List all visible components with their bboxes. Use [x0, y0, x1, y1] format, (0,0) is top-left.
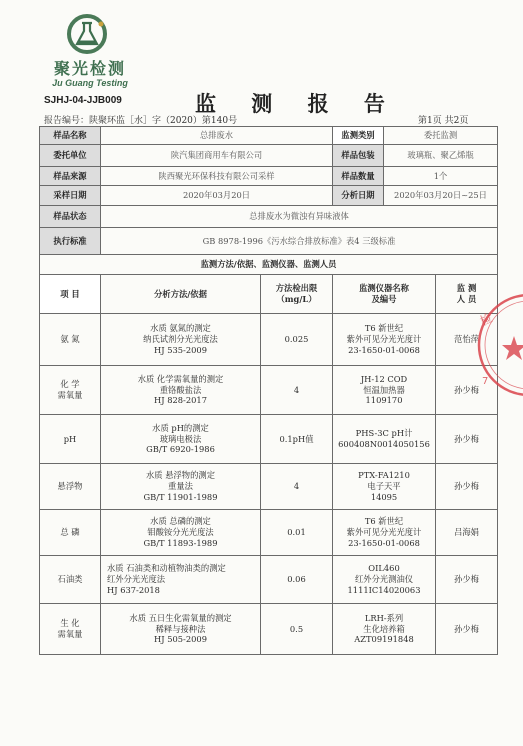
svg-text:7: 7	[482, 376, 489, 387]
header-instrument: 监测仪器名称 及编号	[333, 275, 436, 314]
report-table	[39, 126, 498, 655]
item-cell: 石油类	[40, 556, 101, 604]
standard-value: GB 8978-1996《污水综合排放标准》表4 三级标准	[101, 228, 498, 255]
table-row	[40, 314, 498, 366]
limit-cell: 4	[261, 366, 333, 415]
method-cell: 水质 石油类和动植物油类的测定 红外分光光度法 HJ 637-2018	[101, 556, 261, 604]
limit-cell: 0.5	[261, 604, 333, 655]
source-label: 样品来源	[40, 167, 101, 186]
method-cell: 水质 pH的测定 玻璃电极法 GB/T 6920-1986	[101, 415, 261, 464]
item-cell: 氨 氮	[40, 314, 101, 366]
header-person: 监 测 人 员	[436, 275, 498, 314]
item-cell: 化 学 需氧量	[40, 366, 101, 415]
sampling-date-value: 2020年03月20日	[101, 186, 333, 206]
state-value: 总排废水为微浊有异味液体	[101, 206, 498, 228]
report-number: 报告编号：陕聚环监［水］字（2020）第140号	[44, 116, 238, 126]
method-cell: 水质 总磷的测定 钼酸铵分光光度法 GB/T 11893-1989	[101, 510, 261, 556]
person-cell: 孙少梅	[436, 556, 498, 604]
header-limit: 方法检出限 （mg/L）	[261, 275, 333, 314]
person-cell: 吕海娟	[436, 510, 498, 556]
client-label: 委托单位	[40, 145, 101, 167]
monitor-type-label: 监测类别	[333, 127, 384, 145]
state-label: 样品状态	[40, 206, 101, 228]
limit-cell: 0.025	[261, 314, 333, 366]
method-cell: 水质 五日生化需氧量的测定 稀释与接种法 HJ 505-2009	[101, 604, 261, 655]
person-cell: 孙少梅	[436, 366, 498, 415]
limit-cell: 4	[261, 464, 333, 510]
analysis-date-value: 2020年03月20日~25日	[384, 186, 498, 206]
item-cell: pH	[40, 415, 101, 464]
sample-name-label: 样品名称	[40, 127, 101, 145]
person-cell: 孙少梅	[436, 604, 498, 655]
section-title: 监测方法/依据、监测仪器、监测人员	[40, 255, 498, 275]
package-label: 样品包装	[333, 145, 384, 167]
page-number: 第1页 共2页	[418, 116, 469, 126]
monitor-type-value: 委托监测	[384, 127, 498, 145]
package-value: 玻璃瓶、聚乙烯瓶	[384, 145, 498, 167]
method-cell: 水质 氨氮的测定 纳氏试剂分光光度法 HJ 535-2009	[101, 314, 261, 366]
table-row	[40, 604, 498, 655]
lab-flask-icon	[67, 14, 107, 54]
person-cell: 孙少梅	[436, 464, 498, 510]
quantity-value: 1个	[384, 167, 498, 186]
method-cell: 水质 化学需氧量的测定 重铬酸盐法 HJ 828-2017	[101, 366, 261, 415]
instrument-cell: LRH-系列 生化培养箱 AZT09191848	[333, 604, 436, 655]
instrument-cell: OIL460 红外分光测油仪 1111IC14020063	[333, 556, 436, 604]
method-cell: 水质 悬浮物的测定 重量法 GB/T 11901-1989	[101, 464, 261, 510]
person-cell: 范怡萍	[436, 314, 498, 366]
header-item: 项 目	[40, 275, 101, 314]
instrument-cell: PHS-3C pH计 600408N0014050156	[333, 415, 436, 464]
item-cell: 总 磷	[40, 510, 101, 556]
quantity-label: 样品数量	[333, 167, 384, 186]
table-row	[40, 366, 498, 415]
item-cell: 生 化 需氧量	[40, 604, 101, 655]
instrument-cell: T6 新世纪 紫外可见分光光度计 23-1650-01-0068	[333, 314, 436, 366]
standard-label: 执行标准	[40, 228, 101, 255]
sampling-date-label: 采样日期	[40, 186, 101, 206]
source-value: 陕西聚光环保科技有限公司采样	[101, 167, 333, 186]
logo-english-name: Ju Guang Testing	[52, 78, 128, 88]
analysis-date-label: 分析日期	[333, 186, 384, 206]
table-row	[40, 556, 498, 604]
limit-cell: 0.01	[261, 510, 333, 556]
svg-text:检: 检	[477, 310, 495, 329]
limit-cell: 0.06	[261, 556, 333, 604]
table-row	[40, 464, 498, 510]
header-method: 分析方法/依据	[101, 275, 261, 314]
instrument-cell: PTX-FA1210 电子天平 14095	[333, 464, 436, 510]
red-seal-stamp	[474, 290, 523, 400]
limit-cell: 0.1pH值	[261, 415, 333, 464]
person-cell: 孙少梅	[436, 415, 498, 464]
item-cell: 悬浮物	[40, 464, 101, 510]
table-row	[40, 510, 498, 556]
instrument-cell: T6 新世纪 紫外可见分光光度计 23-1650-01-0068	[333, 510, 436, 556]
sample-name-value: 总排废水	[101, 127, 333, 145]
table-row	[40, 415, 498, 464]
instrument-cell: JH-12 COD 恒温加热器 1109170	[333, 366, 436, 415]
page-title: 监 测 报 告	[195, 92, 399, 116]
document-code: SJHJ-04-JJB009	[44, 95, 122, 106]
client-value: 陕汽集团商用车有限公司	[101, 145, 333, 167]
method-rows	[40, 314, 498, 655]
logo-name: 聚光检测	[53, 59, 126, 78]
